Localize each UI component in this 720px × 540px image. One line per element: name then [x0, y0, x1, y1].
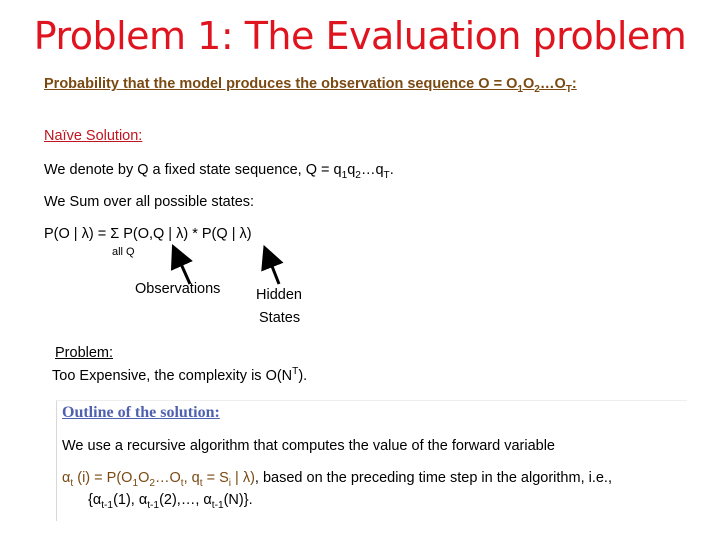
naive-solution-heading: Naïve Solution: — [44, 128, 143, 144]
problem-heading: Problem: — [55, 345, 114, 361]
slide-title: Problem 1: The Evaluation problem — [33, 14, 687, 58]
arrow-hidden-states — [268, 256, 279, 284]
outline-line-1: We use a recursive algorithm that computes the value of the forward variable — [62, 438, 555, 454]
problem-text: Too Expensive, the complexity is $O(N^T)$. — [52, 366, 308, 384]
naive-line-2: We Sum over all possible states: — [44, 194, 255, 210]
outline-line-2: $\alpha_t$ $(i) = P(O_1O_2\dots O_t$, $q_t = S_i$ | λ), based on the preceding time step in the algorithm, i.e., — [62, 470, 612, 489]
arrow-observations — [177, 255, 190, 284]
observations-label: Observations — [135, 281, 221, 297]
hidden-label: Hidden — [256, 287, 302, 303]
outline-line-3: {$\alpha_{t-1}(1)$, $\alpha_{t-1}(2),\dots$, $\alpha_{t-1}(N)$}. — [88, 492, 253, 511]
subtitle: Probability that the model produces the observation sequence $O = O_1O_2\dots O_T$: — [44, 76, 577, 95]
naive-line-1: We denote by Q a fixed state sequence, $Q = q_1q_2\dots q_T$. — [44, 162, 394, 181]
outline-heading: Outline of the solution: — [62, 404, 220, 421]
formula: P(O | λ) = Σ P(O,Q | λ) * P(Q | λ) — [44, 226, 252, 242]
forward-variable-definition: $\alpha_t$ $(i) = P(O_1O_2\dots O_t$, $q_t = S_i$ | λ) — [62, 470, 255, 489]
sum-subscript-label: all Q — [112, 246, 135, 258]
states-label: States — [259, 310, 301, 326]
